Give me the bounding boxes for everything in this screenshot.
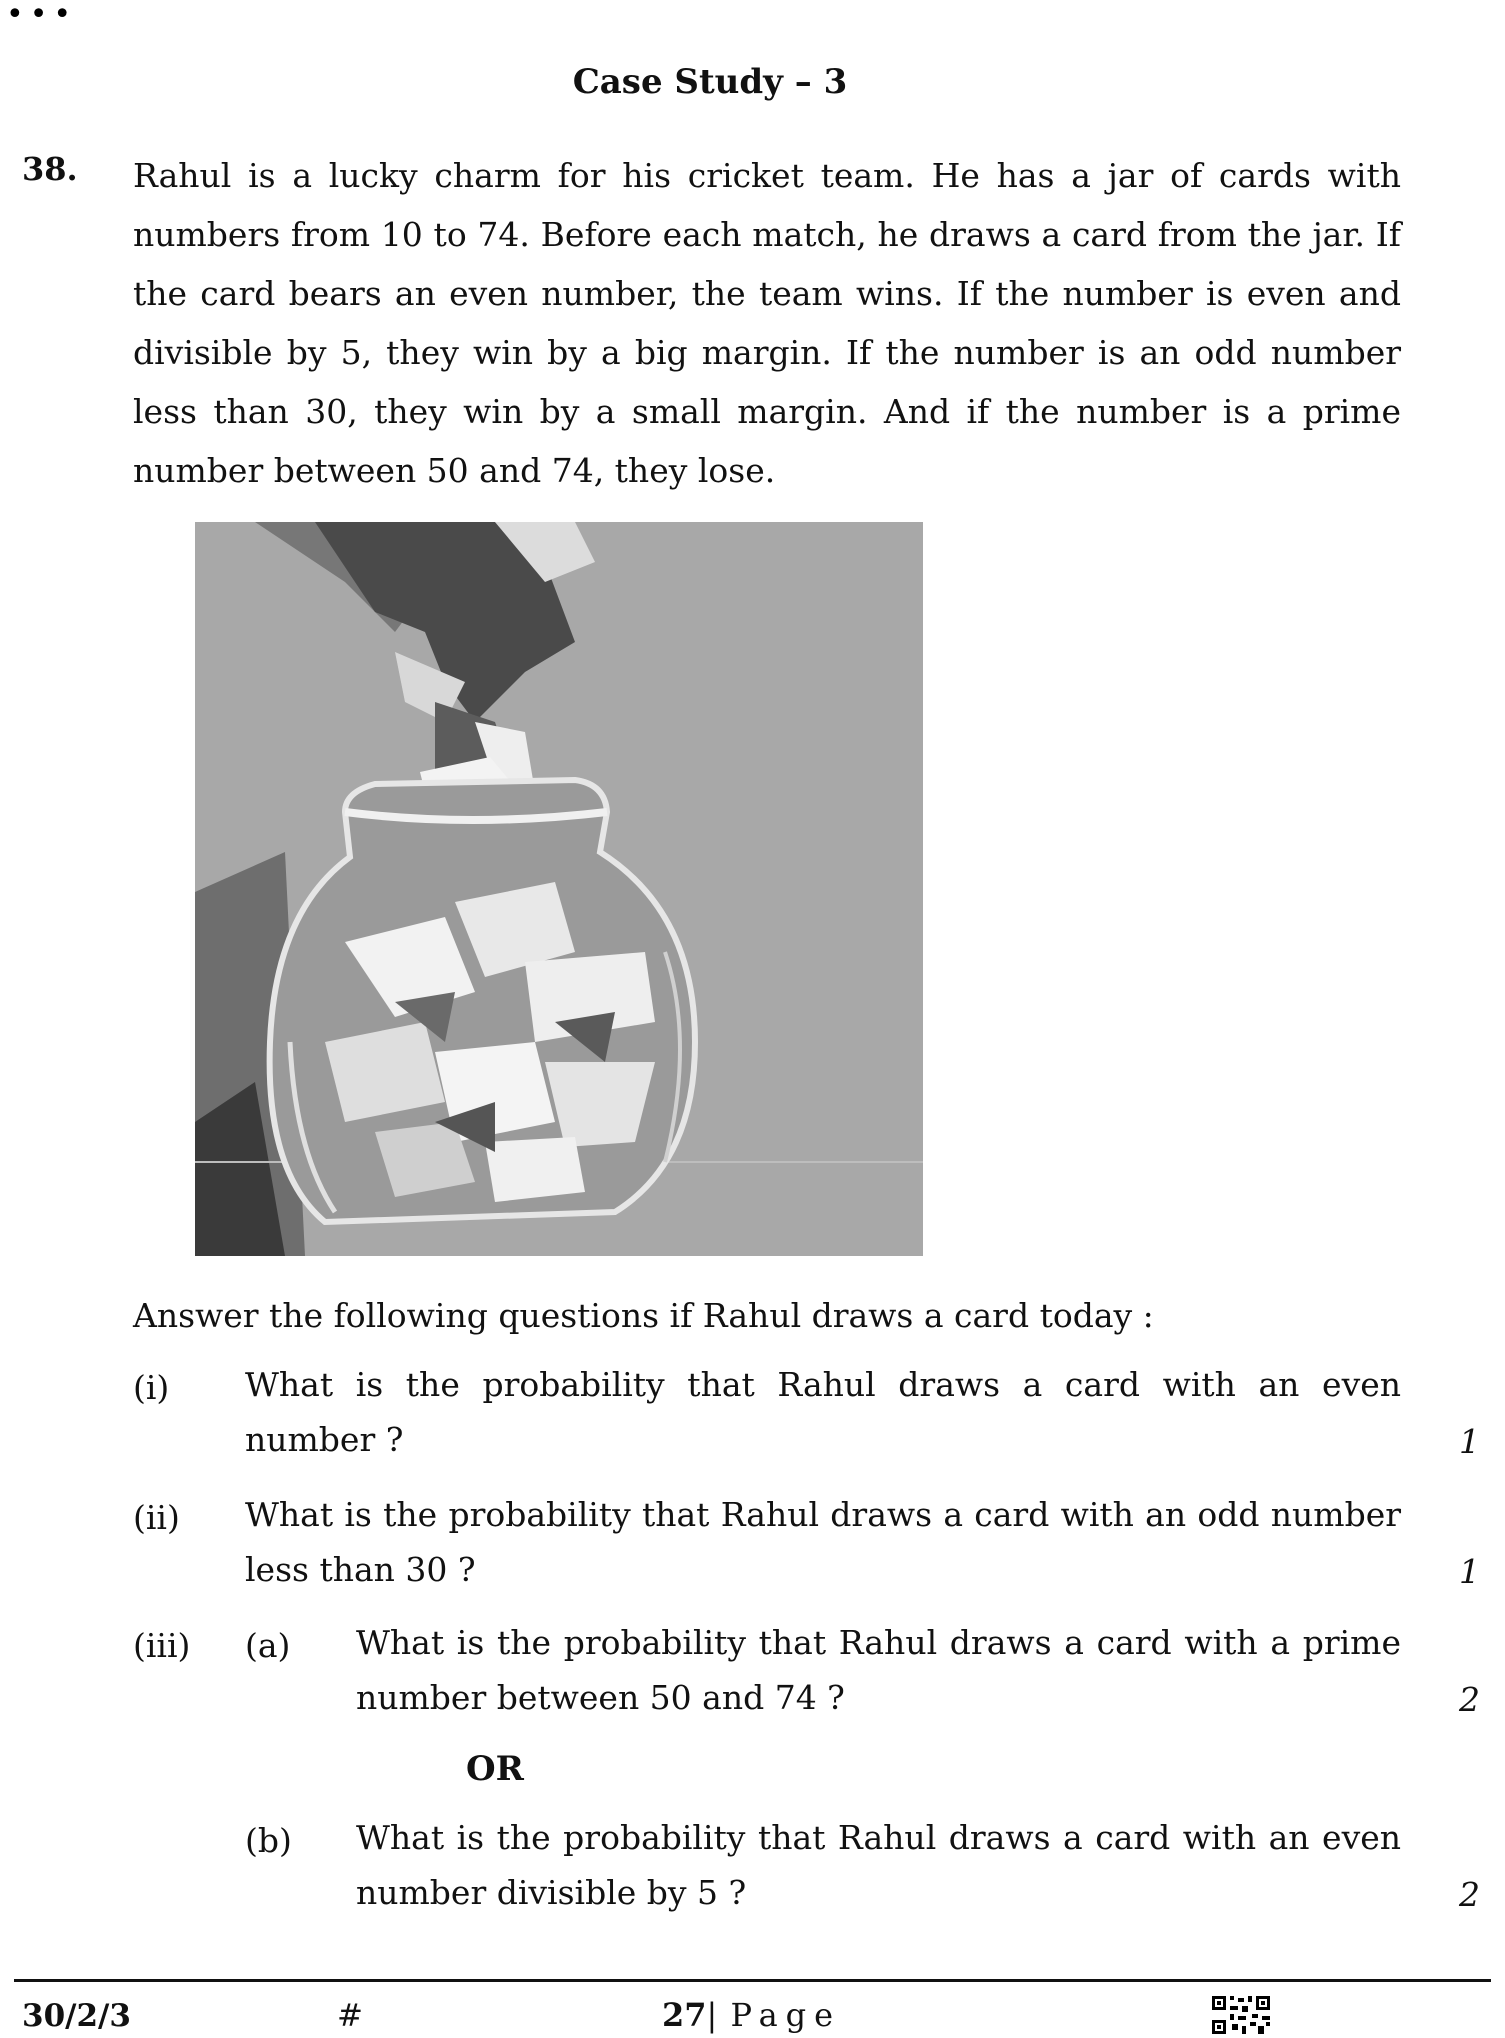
part-iii-b-marks: 2	[1459, 1875, 1480, 1914]
part-iii-label: (iii)	[133, 1626, 191, 1665]
part-ii-marks: 1	[1459, 1552, 1480, 1591]
question-number: 38.	[22, 150, 78, 188]
footer-hash: #	[337, 1998, 363, 2034]
part-iii-a-text: What is the probability that Rahul draws a card with a prime number between 50 and 74 ?	[356, 1623, 1401, 1717]
page-number: 27	[662, 1996, 707, 2034]
jar-of-cards-photo	[195, 522, 923, 1256]
part-iii-b-label: (b)	[245, 1821, 292, 1860]
part-iii-b-text: What is the probability that Rahul draws a card with an even number divisible by 5 ?	[356, 1818, 1401, 1912]
question-paragraph: Rahul is a lucky charm for his cricket team. He has a jar of cards with numbers from 10 to 74. Before each match, he draws a card from the jar. If the card bears an even number, the team wins. If the number is even and divisible by 5, they win by a big margin. If the number is an odd number less than 30, they win by a small margin. And if the number is a prime number between 50 and 74, they lose.	[133, 156, 1401, 490]
part-i-label: (i)	[133, 1368, 170, 1407]
case-study-title: Case Study – 3	[572, 62, 848, 102]
footer-divider	[14, 1979, 1491, 1982]
qr-code-icon	[1212, 1996, 1270, 2034]
part-ii-text: What is the probability that Rahul draws a card with an odd number less than 30 ?	[245, 1495, 1401, 1589]
part-iii-a-label: (a)	[245, 1626, 291, 1665]
part-i-marks: 1	[1459, 1422, 1480, 1461]
page-indicator	[662, 1996, 841, 2034]
or-separator: OR	[466, 1749, 524, 1789]
page-label: Page	[730, 1996, 842, 2034]
part-ii-label: (ii)	[133, 1498, 180, 1537]
page-separator: |	[706, 1996, 721, 2034]
part-iii-a-marks: 2	[1459, 1680, 1480, 1719]
paper-code: 30/2/3	[22, 1998, 131, 2034]
answer-intro: Answer the following questions if Rahul draws a card today :	[133, 1296, 1154, 1335]
part-i-text: What is the probability that Rahul draws a card with an even number ?	[245, 1365, 1401, 1459]
jar-illustration	[195, 522, 923, 1256]
menu-dots: •••	[6, 0, 78, 32]
